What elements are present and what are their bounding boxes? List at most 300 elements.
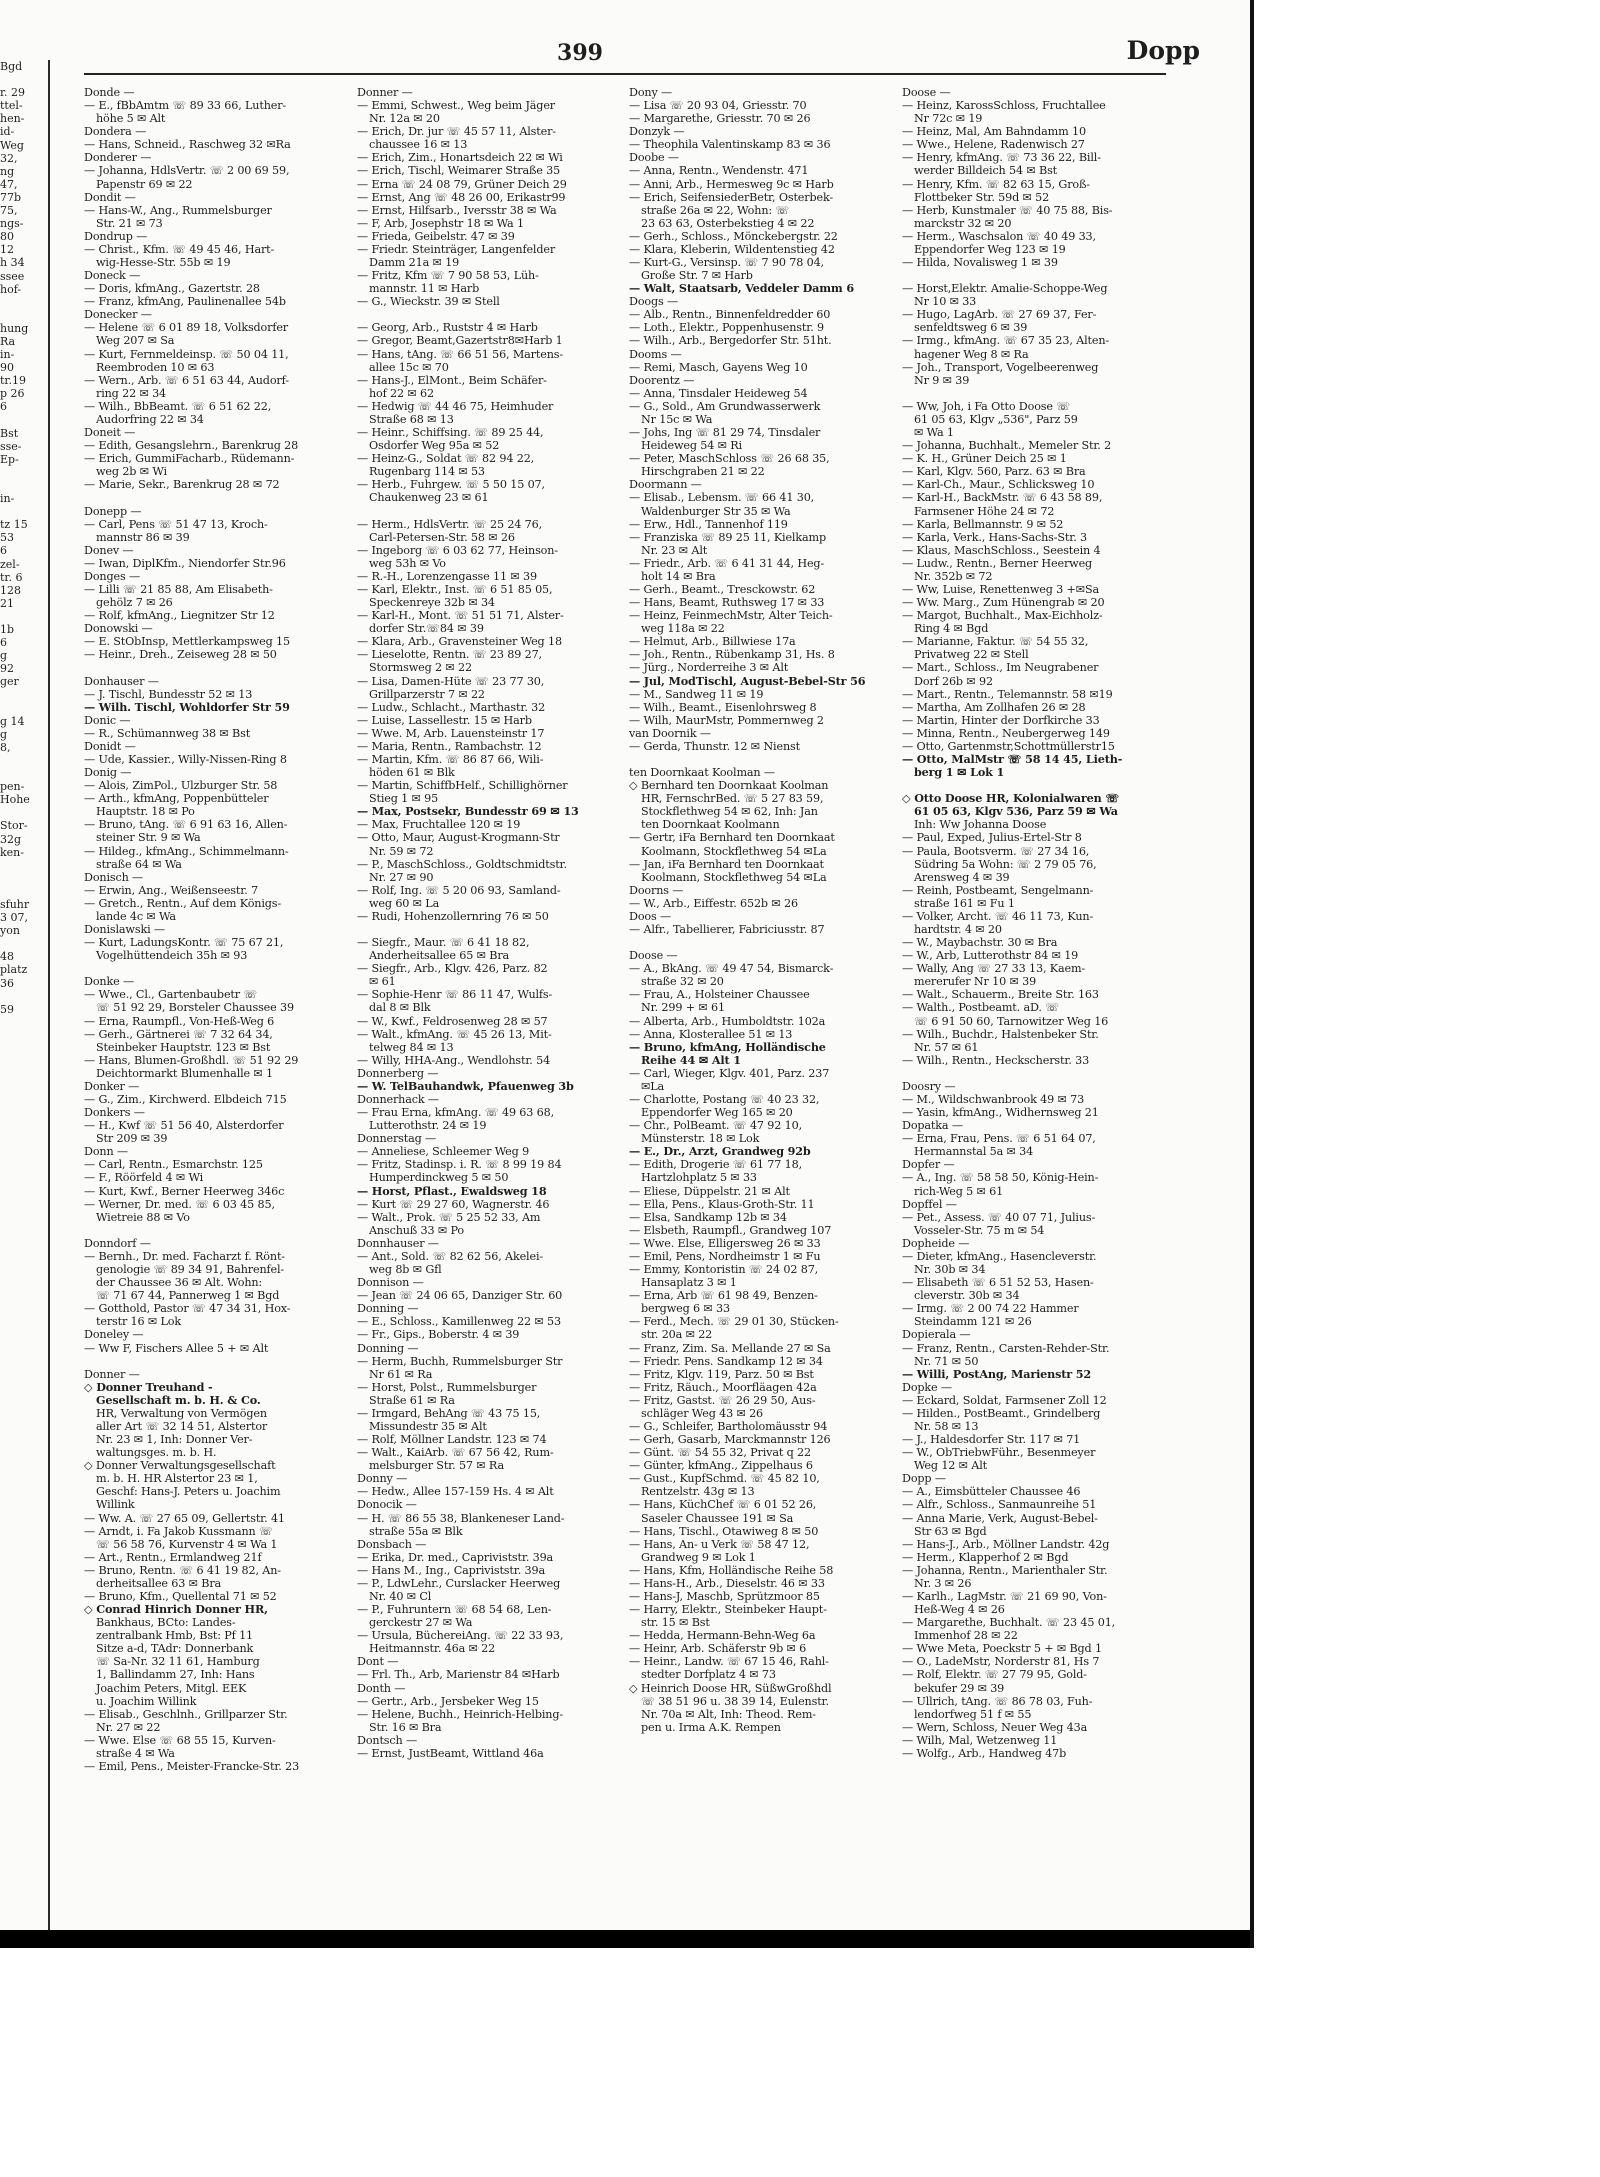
- surname-heading: Dony —: [629, 86, 673, 99]
- surname-heading: Doorentz —: [629, 373, 695, 387]
- directory-entry-line: — Lisa ☏ 20 93 04, Griesstr. 70: [629, 99, 807, 113]
- directory-entry-line: — Klaus, MaschSchloss., Seestein 4: [902, 543, 1101, 557]
- clipped-text-fragment: in-: [0, 492, 15, 506]
- directory-entry-line: — Anneliese, Schleemer Weg 9: [357, 1145, 530, 1159]
- directory-entry-line: [902, 387, 1164, 400]
- clipped-text-fragment: 90: [0, 361, 14, 375]
- directory-entry-line: — Mart., Schloss., Im Neugrabener: [902, 661, 1099, 675]
- directory-entry-line: straße 32 ✉ 20: [641, 975, 724, 989]
- clipped-text-fragment: 12: [0, 243, 14, 257]
- clipped-text-fragment: Weg: [0, 138, 24, 152]
- surname-heading: Donnerhack —: [357, 1093, 439, 1107]
- clipped-text-fragment: Ra: [0, 334, 16, 348]
- directory-entry-line: — Bernh., Dr. med. Facharzt f. Rönt-: [84, 1249, 285, 1263]
- directory-entry-line: — Friedr. Steinträger, Langenfelder: [357, 242, 556, 256]
- directory-entry-line: — Volker, Archt. ☏ 46 11 73, Kun-: [902, 909, 1094, 923]
- directory-entry-line: dal 8 ✉ Blk: [369, 1001, 431, 1015]
- directory-entry-line: — G., Sold., Am Grundwasserwerk: [629, 399, 821, 413]
- directory-entry-line: hof 22 ✉ 62: [369, 386, 434, 400]
- surname-heading: Donnerberg —: [357, 1066, 439, 1080]
- clipped-text-fragment: [0, 872, 46, 885]
- clipped-text-fragment: yon: [0, 924, 20, 938]
- directory-entry-line: — Carl, Pens ☏ 51 47 13, Kroch-: [84, 517, 268, 531]
- directory-entry-line: weg 2b ✉ Wi: [96, 465, 167, 479]
- directory-entry-line: — O., LadeMstr, Norderstr 81, Hs 7: [902, 1655, 1100, 1669]
- clipped-text-fragment: ng: [0, 164, 15, 178]
- directory-entry-line: — Ww, Luise, Renettenweg 3 +✉Sa: [902, 582, 1099, 596]
- directory-entry-line: — Kurt, Fernmeldeinsp. ☏ 50 04 11,: [84, 347, 289, 361]
- directory-entry-line: — Emil, Pens, Nordheimstr 1 ✉ Fu: [629, 1249, 821, 1263]
- directory-entry-line: — Henry, kfmAng. ☏ 73 36 22, Bill-: [902, 151, 1101, 165]
- directory-entry-line: — Anna Marie, Verk, August-Bebel-: [902, 1511, 1098, 1525]
- directory-entry-line: — Franz, Rentn., Carsten-Rehder-Str.: [902, 1341, 1110, 1355]
- directory-entry-line: ☏ 56 58 76, Kurvenstr 4 ✉ Wa 1: [96, 1537, 278, 1551]
- surname-heading: Donzyk —: [629, 125, 685, 139]
- directory-entry-line: — Horst, Pflast., Ewaldsweg 18: [357, 1184, 547, 1198]
- surname-heading: Doobe —: [629, 151, 679, 165]
- clipped-text-fragment: id-: [0, 125, 15, 139]
- directory-entry-line: Audorfring 22 ✉ 34: [96, 412, 204, 426]
- directory-entry-line: Str. 21 ✉ 73: [96, 216, 163, 230]
- directory-entry-line: — Marie, Sekr., Barenkrug 28 ✉ 72: [84, 478, 280, 492]
- clipped-text-fragment: hof-: [0, 282, 22, 296]
- directory-entry-line: — Gregor, Beamt,Gazertstr8✉Harb 1: [357, 334, 563, 348]
- directory-entry-line: — Herm., Klapperhof 2 ✉ Bgd: [902, 1550, 1069, 1564]
- clipped-text-fragment: p 26: [0, 387, 25, 401]
- directory-entry-line: — Karla, Bellmannstr. 9 ✉ 52: [902, 517, 1064, 531]
- directory-entry-line: straße 64 ✉ Wa: [96, 857, 182, 871]
- directory-entry-line: — Herm, Buchh, Rummelsburger Str: [357, 1354, 563, 1368]
- clipped-text-fragment: 36: [0, 976, 14, 990]
- directory-entry-line: — Emmy, Kontoristin ☏ 24 02 87,: [629, 1263, 819, 1277]
- directory-entry-line: — Margot, Buchhalt., Max-Eichholz-: [902, 609, 1103, 623]
- surname-heading: Donev —: [84, 543, 134, 557]
- directory-entry-line: — Arth., kfmAng, Poppenbütteler: [84, 792, 269, 806]
- directory-entry-line: Heitmannstr. 46a ✉ 22: [369, 1642, 496, 1656]
- surname-heading: Dopffel —: [902, 1197, 957, 1211]
- directory-entry-line: — Gertr., Arb., Jersbeker Weg 15: [357, 1694, 539, 1708]
- directory-entry-line: genologie ☏ 89 34 91, Bahrenfel-: [96, 1263, 285, 1277]
- directory-entry-line: — Irmgard, BehAng ☏ 43 75 15,: [357, 1406, 541, 1420]
- directory-entry-line: — Heinz, Mal, Am Bahndamm 10: [902, 125, 1086, 139]
- directory-entry-line: Nr 10 ✉ 33: [914, 295, 977, 309]
- directory-entry-line: — Herb., Fuhrgew. ☏ 5 50 15 07,: [357, 478, 545, 492]
- directory-entry-line: [902, 269, 1164, 282]
- directory-entry-line: u. Joachim Willink: [96, 1694, 197, 1708]
- directory-entry-line: — Erna, Frau, Pens. ☏ 6 51 64 07,: [902, 1132, 1096, 1146]
- directory-entry-line: Arensweg 4 ✉ 39: [914, 870, 1010, 884]
- clipped-text-fragment: r. 29: [0, 86, 26, 100]
- clipped-text-fragment: 48: [0, 950, 14, 964]
- directory-entry-line: Deichtormarkt Blumenhalle ✉ 1: [96, 1066, 274, 1080]
- directory-entry-line: — Günter, kfmAng., Zippelhaus 6: [629, 1459, 813, 1473]
- directory-entry-line: — Pet., Assess. ☏ 40 07 71, Julius-: [902, 1210, 1096, 1224]
- clipped-text-fragment: platz: [0, 963, 28, 977]
- directory-entry-line: Osdorfer Weg 95a ✉ 52: [369, 439, 500, 453]
- directory-entry-line: — Hedw., Allee 157-159 Hs. 4 ✉ Alt: [357, 1485, 554, 1499]
- surname-heading: Doogs —: [629, 295, 679, 309]
- directory-entry-line: — Otto, Gartenmstr,Schottmüllerstr15: [902, 739, 1115, 753]
- directory-entry-line: — Gerh., Gärtnerei ☏ 7 32 64 34,: [84, 1027, 273, 1041]
- directory-entry-line: Inh: Ww Johanna Doose: [914, 818, 1047, 832]
- directory-entry-line: — Bruno, Rentn. ☏ 6 41 19 82, An-: [84, 1563, 281, 1577]
- directory-entry-line: — Margarethe, Griesstr. 70 ✉ 26: [629, 112, 811, 126]
- directory-entry-line: Nr 15c ✉ Wa: [641, 412, 713, 426]
- directory-entry-line: — Hugo, LagArb. ☏ 27 69 37, Fer-: [902, 308, 1097, 322]
- clipped-text-fragment: g 14: [0, 714, 25, 728]
- surname-heading: Donislawski —: [84, 923, 165, 936]
- surname-heading: Donges —: [84, 569, 140, 583]
- clipped-text-fragment: tz 15: [0, 518, 28, 532]
- directory-entry-line: — Siegfr., Arb., Klgv. 426, Parz. 82: [357, 962, 548, 976]
- directory-entry-line: Speckenreye 32b ✉ 34: [369, 596, 495, 610]
- surname-heading: Doos —: [629, 909, 672, 923]
- directory-entry-line: Nr. 71 ✉ 50: [914, 1354, 979, 1368]
- directory-entry-line: — A., BkAng. ☏ 49 47 54, Bismarck-: [629, 962, 834, 976]
- directory-entry-line: — Ludw., Rentn., Berner Heerweg: [902, 556, 1093, 570]
- directory-entry-line: — Wilh., Beamt., Eisenlohrsweg 8: [629, 700, 817, 714]
- directory-entry-line: Koolmann, Stockflethweg 54 ✉La: [641, 844, 827, 858]
- directory-entry-line: — Klara, Arb., Gravensteiner Weg 18: [357, 635, 562, 649]
- clipped-text-fragment: ngs-: [0, 217, 24, 231]
- surname-heading: Doose —: [629, 949, 678, 963]
- directory-entry-line: [902, 1067, 1164, 1080]
- surname-heading: Donhauser —: [84, 674, 159, 688]
- directory-entry-line: — Jan, iFa Bernhard ten Doornkaat: [629, 857, 824, 871]
- directory-entry-line: Str 63 ✉ Bgd: [914, 1524, 987, 1538]
- surname-heading: Donidt —: [84, 739, 136, 753]
- clipped-text-fragment: [0, 859, 46, 872]
- directory-entry-line: — Hans-J, Maschb, Sprützmoor 85: [629, 1589, 820, 1603]
- directory-entry-line: m. b. H. HR Alstertor 23 ✉ 1,: [96, 1472, 258, 1486]
- surname-heading: Doormann —: [629, 478, 702, 492]
- surname-heading: Donsbach —: [357, 1537, 427, 1551]
- directory-entry-line: — Wwe. M, Arb. Lauensteinstr 17: [357, 726, 545, 740]
- surname-heading: Doose —: [902, 86, 951, 99]
- directory-entry-line: — W., Arb, Lutterothstr 84 ✉ 19: [902, 949, 1079, 963]
- directory-entry-line: — Luise, Lassellestr. 15 ✉ Harb: [357, 713, 532, 727]
- directory-entry-line: — Wilh., Buchdr., Halstenbeker Str.: [902, 1027, 1099, 1041]
- directory-entry-line: Steindamm 121 ✉ 26: [914, 1315, 1032, 1329]
- directory-entry-line: ☏ 71 67 44, Pannerweg 1 ✉ Bgd: [96, 1289, 280, 1303]
- directory-entry-line: — Herm., HdlsVertr. ☏ 25 24 76,: [357, 517, 542, 531]
- directory-entry-line: — Siegfr., Maur. ☏ 6 41 18 82,: [357, 936, 530, 950]
- directory-entry-line: — Walt., Prok. ☏ 5 25 52 33, Am: [357, 1210, 541, 1224]
- directory-entry-line: — R., Schümannweg 38 ✉ Bst: [84, 726, 251, 740]
- clipped-text-fragment: [0, 296, 46, 309]
- directory-entry-line: — Johanna, Rentn., Marienthaler Str.: [902, 1563, 1108, 1577]
- directory-entry-line: — Erich, GummiFacharb., Rüdemann-: [84, 452, 295, 466]
- directory-entry-line: — Irmg., kfmAng. ☏ 67 35 23, Alten-: [902, 334, 1110, 348]
- surname-heading: Donisch —: [84, 870, 144, 884]
- directory-entry-line: Missundestr 35 ✉ Alt: [369, 1419, 487, 1433]
- directory-entry-line: — Hilda, Novalisweg 1 ✉ 39: [902, 256, 1058, 270]
- surname-heading: Donepp —: [84, 504, 142, 518]
- directory-entry-line: — Herb, Kunstmaler ☏ 40 75 88, Bis-: [902, 203, 1113, 217]
- surname-heading: Donnison —: [357, 1276, 424, 1290]
- directory-entry-line: — Doris, kfmAng., Gazertstr. 28: [84, 282, 260, 296]
- directory-entry-line: — Bruno, kfmAng, Holländische: [629, 1040, 826, 1054]
- directory-entry-line: [357, 505, 619, 518]
- surname-heading: Donig —: [84, 766, 132, 780]
- directory-entry-line: hardtstr. 4 ✉ 20: [914, 923, 1002, 936]
- directory-entry-line: mererufer Nr 10 ✉ 39: [914, 975, 1037, 989]
- directory-entry-line: — Hans, An- u Verk ☏ 58 47 12,: [629, 1537, 810, 1551]
- directory-entry-line: Vosseler-Str. 75 m ✉ 54: [914, 1223, 1045, 1237]
- directory-entry-line: ◇ Donner Verwaltungsgesellschaft: [84, 1459, 276, 1473]
- directory-entry-line: Große Str. 7 ✉ Harb: [641, 269, 753, 283]
- directory-entry-line: — Ww. Marg., Zum Hünengrab ✉ 20: [902, 596, 1105, 610]
- surname-heading: Dondera —: [84, 125, 147, 139]
- surname-heading: Donner —: [84, 1367, 140, 1381]
- directory-entry-line: — Gerda, Thunstr. 12 ✉ Nienst: [629, 739, 800, 753]
- directory-entry-line: — Alberta, Arb., Humboldtstr. 102a: [629, 1014, 826, 1028]
- directory-entry-line: [84, 491, 346, 504]
- directory-entry-line: — A., Eimsbütteler Chaussee 46: [902, 1485, 1081, 1499]
- directory-entry-line: Bankhaus, BCto: Landes-: [96, 1616, 236, 1630]
- directory-entry-line: Nr. 3 ✉ 26: [914, 1576, 972, 1590]
- directory-entry-line: — Kurt, LadungsKontr. ☏ 75 67 21,: [84, 936, 284, 950]
- directory-entry-line: — Alfr., Schloss., Sanmaunreihe 51: [902, 1498, 1097, 1512]
- directory-entry-line: mannstr. 11 ✉ Harb: [369, 282, 480, 296]
- surname-heading: Donndorf —: [84, 1236, 151, 1250]
- directory-entry-line: — P., LdwLehr., Curslacker Heerweg: [357, 1576, 561, 1590]
- directory-entry-line: — Eckard, Soldat, Farmsener Zoll 12: [902, 1393, 1107, 1407]
- directory-entry-line: — Carl, Rentn., Esmarchstr. 125: [84, 1158, 263, 1172]
- directory-entry-line: ◇ Donner Treuhand -: [84, 1380, 213, 1394]
- directory-entry-line: ☏ 6 91 50 60, Tarnowitzer Weg 16: [914, 1014, 1109, 1028]
- clipped-text-fragment: 128: [0, 583, 21, 597]
- directory-entry-line: — Hilden., PostBeamt., Grindelberg: [902, 1406, 1101, 1420]
- directory-entry-line: — Friedr. Pens. Sandkamp 12 ✉ 34: [629, 1354, 823, 1368]
- directory-entry-line: — Edith, Drogerie ☏ 61 77 18,: [629, 1158, 802, 1172]
- clipped-text-fragment: tr.19: [0, 374, 26, 388]
- surname-heading: Dopatka —: [902, 1119, 963, 1133]
- directory-entry-line: höden 61 ✉ Blk: [369, 766, 455, 780]
- clipped-text-fragment: 53: [0, 531, 14, 545]
- directory-entry-line: Hermannstal 5a ✉ 34: [914, 1145, 1034, 1159]
- directory-entry-line: Stieg 1 ✉ 95: [369, 792, 439, 806]
- clipped-text-fragment: g: [0, 649, 8, 663]
- directory-entry-line: — Walt., KaiArb. ☏ 67 56 42, Rum-: [357, 1446, 554, 1460]
- directory-entry-line: ☏ 51 92 29, Borsteler Chaussee 39: [96, 1001, 294, 1015]
- clipped-text-fragment: [0, 610, 46, 623]
- directory-entry-line: — Mart., Rentn., Telemannstr. 58 ✉19: [902, 687, 1113, 701]
- directory-entry-line: Immenhof 28 ✉ 22: [914, 1629, 1018, 1643]
- directory-entry-line: str. 15 ✉ Bst: [641, 1616, 710, 1630]
- directory-entry-line: — Max, Postsekr, Bundesstr 69 ✉ 13: [357, 805, 579, 819]
- directory-entry-line: — Ernst, Hilfsarb., Iversstr 38 ✉ Wa: [357, 203, 557, 217]
- directory-entry-line: — Alb., Rentn., Binnenfeldredder 60: [629, 308, 831, 322]
- directory-entry-line: Flottbeker Str. 59d ✉ 52: [914, 190, 1050, 204]
- directory-entry-line: — Bruno, tAng. ☏ 6 91 63 16, Allen-: [84, 818, 288, 832]
- directory-entry-line: — Wern., Arb. ☏ 6 51 63 44, Audorf-: [84, 373, 289, 387]
- clipped-text-fragment: 8,: [0, 740, 11, 754]
- directory-entry-line: ☏ 38 51 96 u. 38 39 14, Eulenstr.: [641, 1694, 829, 1708]
- directory-entry-line: — Iwan, DiplKfm., Niendorfer Str.96: [84, 556, 286, 570]
- directory-entry-line: weg 118a ✉ 22: [641, 622, 725, 636]
- directory-entry-line: Nr 9 ✉ 39: [914, 373, 970, 387]
- directory-entry-line: wig-Hesse-Str. 55b ✉ 19: [96, 256, 231, 270]
- directory-entry-line: — Erna, Arb ☏ 61 98 49, Benzen-: [629, 1289, 818, 1303]
- clipped-text-fragment: [0, 73, 46, 86]
- directory-entry-line: — Erich, Dr. jur ☏ 45 57 11, Alster-: [357, 125, 556, 139]
- directory-entry-line: — E., Dr., Arzt, Grandweg 92b: [629, 1145, 811, 1159]
- directory-entry-line: — Ant., Sold. ☏ 82 62 56, Akelei-: [357, 1249, 544, 1263]
- directory-entry-line: — Wilh. Tischl, Wohldorfer Str 59: [84, 700, 290, 714]
- clipped-text-fragment: tr. 6: [0, 570, 23, 584]
- directory-entry-line: Str. 16 ✉ Bra: [369, 1720, 442, 1734]
- clipped-text-fragment: Stor-: [0, 819, 28, 833]
- surname-heading: Donn —: [84, 1145, 128, 1159]
- directory-entry-line: — Remi, Masch, Gayens Weg 10: [629, 360, 808, 374]
- column-divider: [48, 60, 50, 1940]
- clipped-text-fragment: [0, 466, 46, 479]
- directory-entry-line: — Walt., kfmAng. ☏ 45 26 13, Mit-: [357, 1027, 552, 1041]
- surname-heading: van Doornik —: [629, 726, 711, 740]
- directory-column-4: [902, 86, 1164, 1936]
- surname-heading: Donth —: [357, 1681, 406, 1695]
- left-neighbour-column-fragment: [0, 60, 46, 1940]
- directory-entry-line: [902, 779, 1164, 792]
- directory-entry-line: [84, 661, 346, 674]
- directory-entry-line: — Ursula, BüchereiAng. ☏ 22 33 93,: [357, 1629, 564, 1643]
- running-head: Dopp: [1126, 36, 1200, 65]
- directory-entry-line: — Horst, Polst., Rummelsburger: [357, 1380, 537, 1394]
- directory-entry-line: 61 05 63, Klgv „536", Parz 59: [914, 412, 1078, 426]
- clipped-text-fragment: zel-: [0, 557, 20, 571]
- directory-entry-line: — Wwe. Else, Elligersweg 26 ✉ 33: [629, 1236, 821, 1250]
- directory-entry-line: — Helene ☏ 6 01 89 18, Volksdorfer: [84, 321, 288, 335]
- surname-heading: Donderer —: [84, 151, 152, 165]
- surname-heading: Donowski —: [84, 622, 153, 636]
- scan-border-bottom: [0, 1930, 1254, 1948]
- directory-entry-line: holt 14 ✉ Bra: [641, 569, 716, 583]
- directory-entry-line: Nr. 352b ✉ 72: [914, 569, 993, 583]
- directory-entry-line: — Erwin, Ang., Weißenseestr. 7: [84, 883, 258, 897]
- directory-entry-line: — Karl-Ch., Maur., Schlicksweg 10: [902, 478, 1095, 492]
- directory-entry-line: — Wern, Schloss, Neuer Weg 43a: [902, 1720, 1088, 1734]
- directory-entry-line: — E. StObInsp, Mettlerkampsweg 15: [84, 635, 290, 649]
- directory-entry-line: — Gerh., Schloss., Mönckebergstr. 22: [629, 229, 838, 243]
- directory-entry-line: — Art., Rentn., Ermlandweg 21f: [84, 1550, 262, 1564]
- directory-entry-line: — Ernst, Ang ☏ 48 26 00, Erikastr99: [357, 190, 566, 204]
- directory-entry-line: derheitsallee 63 ✉ Bra: [96, 1576, 222, 1590]
- directory-entry-line: berg 1 ✉ Lok 1: [914, 766, 1005, 780]
- directory-entry-line: — Dieter, kfmAng., Hasencleverstr.: [902, 1249, 1097, 1263]
- directory-entry-line: — Emil, Pens., Meister-Francke-Str. 23: [84, 1760, 300, 1773]
- directory-entry-line: — Rudi, Hohenzollernring 76 ✉ 50: [357, 909, 549, 923]
- directory-entry-line: — W., ObTriebwFühr., Besenmeyer: [902, 1446, 1096, 1460]
- directory-entry-line: — Joh., Transport, Vogelbeerenweg: [902, 360, 1099, 374]
- directory-entry-line: — H. ☏ 86 55 38, Blankeneser Land-: [357, 1511, 565, 1525]
- directory-entry-line: [629, 753, 891, 766]
- directory-entry-line: — Elisabeth ☏ 6 51 52 53, Hasen-: [902, 1276, 1094, 1290]
- directory-entry-line: — Karlh., LagMstr. ☏ 21 69 90, Von-: [902, 1589, 1107, 1603]
- directory-entry-line: — Fritz, Kfm ☏ 7 90 58 53, Lüh-: [357, 269, 539, 283]
- directory-entry-line: waltungsges. m. b. H.: [96, 1446, 217, 1460]
- directory-entry-line: — Hans, Blumen-Großhdl. ☏ 51 92 29: [84, 1053, 299, 1067]
- directory-entry-line: — Günt. ☏ 54 55 32, Privat q 22: [629, 1446, 811, 1460]
- directory-entry-line: — P., MaschSchloss., Goldtschmidtstr.: [357, 857, 567, 871]
- directory-entry-line: — Gerh., Beamt., Tresckowstr. 62: [629, 582, 816, 596]
- directory-entry-line: — Rolf, Elektr. ☏ 27 79 95, Gold-: [902, 1668, 1087, 1682]
- surname-heading: Dont —: [357, 1655, 399, 1669]
- directory-entry-line: Lutterothstr. 24 ✉ 19: [369, 1119, 487, 1133]
- directory-entry-line: höhe 5 ✉ Alt: [96, 112, 166, 126]
- surname-heading: Dopp —: [902, 1472, 946, 1486]
- directory-entry-line: — Frieda, Geibelstr. 47 ✉ 39: [357, 229, 515, 243]
- clipped-text-fragment: [0, 309, 46, 322]
- directory-entry-line: — J., Haldesdorfer Str. 117 ✉ 71: [902, 1433, 1081, 1447]
- directory-entry-line: Rugenbarg 114 ✉ 53: [369, 465, 485, 479]
- directory-entry-line: — Anna, Tinsdaler Heideweg 54: [629, 386, 808, 400]
- directory-entry-line: — Walt., Schauerm., Breite Str. 163: [902, 988, 1099, 1002]
- directory-entry-line: Dorf 26b ✉ 92: [914, 674, 993, 688]
- surname-heading: Dopierala —: [902, 1328, 971, 1342]
- directory-entry-line: Geschf: Hans-J. Peters u. Joachim: [96, 1485, 281, 1499]
- clipped-text-fragment: [0, 414, 46, 427]
- clipped-text-fragment: Bgd: [0, 60, 23, 73]
- directory-entry-line: — J. Tischl, Bundesstr 52 ✉ 13: [84, 687, 253, 701]
- directory-entry-line: — Ernst, JustBeamt, Wittland 46a: [357, 1746, 544, 1760]
- directory-entry-line: str. 20a ✉ 22: [641, 1328, 713, 1342]
- directory-entry-line: — Wilh., Arb., Bergedorfer Str. 51ht.: [629, 334, 832, 348]
- directory-entry-line: — Kurt-G., Versinsp. ☏ 7 90 78 04,: [629, 256, 824, 270]
- directory-entry-line: — E., Schloss., Kamillenweg 22 ✉ 53: [357, 1315, 561, 1329]
- directory-entry-line: Papenstr 69 ✉ 22: [96, 177, 193, 191]
- directory-entry-line: — Erna ☏ 24 08 79, Grüner Deich 29: [357, 177, 567, 191]
- directory-entry-line: — W., Kwf., Feldrosenweg 28 ✉ 57: [357, 1014, 548, 1028]
- directory-entry-line: — Ferd., Mech. ☏ 29 01 30, Stücken-: [629, 1315, 839, 1329]
- surname-heading: Donocik —: [357, 1498, 417, 1512]
- directory-entry-line: — Wally, Ang ☏ 27 33 13, Kaem-: [902, 962, 1086, 976]
- directory-entry-line: cleverstr. 30b ✉ 34: [914, 1289, 1020, 1303]
- directory-entry-line: schläger Weg 43 ✉ 26: [641, 1406, 764, 1420]
- directory-entry-line: Nr. 23 ✉ 1, Inh: Donner Ver-: [96, 1433, 253, 1447]
- directory-entry-line: ✉ 61: [369, 975, 396, 989]
- directory-entry-line: — Kurt, Kwf., Berner Heerweg 346c: [84, 1184, 285, 1198]
- directory-entry-line: — Friedr., Arb. ☏ 6 41 31 44, Heg-: [629, 556, 825, 570]
- directory-entry-line: — Hans-W., Ang., Rummelsburger: [84, 203, 272, 217]
- directory-entry-line: — Willy, HHA-Ang., Wendlohstr. 54: [357, 1053, 551, 1067]
- directory-entry-line: Anschuß 33 ✉ Po: [369, 1223, 465, 1237]
- directory-entry-line: Privatweg 22 ✉ Stell: [914, 648, 1029, 662]
- clipped-text-fragment: 3 07,: [0, 911, 28, 925]
- surname-heading: Doorns —: [629, 883, 684, 897]
- directory-entry-line: Nr. 59 ✉ 72: [369, 844, 434, 858]
- clipped-text-fragment: ger: [0, 675, 19, 689]
- directory-entry-line: — P., Fuhruntern ☏ 68 54 68, Len-: [357, 1603, 552, 1617]
- directory-entry-line: Südring 5a Wohn: ☏ 2 79 05 76,: [914, 857, 1097, 871]
- directory-entry-line: — Hedwig ☏ 44 46 75, Heimhuder: [357, 399, 554, 413]
- directory-entry-line: — Wwe. Else ☏ 68 55 15, Kurven-: [84, 1733, 276, 1747]
- directory-entry-line: — Otto, Maur, August-Krogmann-Str: [357, 831, 560, 845]
- clipped-text-fragment: g: [0, 727, 8, 741]
- clipped-text-fragment: 92: [0, 662, 14, 676]
- directory-entry-line: — Helene, Buchh., Heinrich-Helbing-: [357, 1707, 563, 1721]
- directory-entry-line: Ring 4 ✉ Bgd: [914, 622, 989, 636]
- clipped-text-fragment: ken-: [0, 845, 24, 859]
- directory-entry-line: Grillparzerstr 7 ✉ 22: [369, 687, 485, 701]
- directory-entry-line: — Heinr., Schiffsing. ☏ 89 25 44,: [357, 426, 544, 440]
- directory-entry-line: Nr. 30b ✉ 34: [914, 1263, 986, 1277]
- surname-heading: Donnerstag —: [357, 1132, 437, 1146]
- directory-entry-line: — Anna, Rentn., Wendenstr. 471: [629, 164, 809, 178]
- directory-entry-line: zentralbank Hmb, Bst: Pf 11: [96, 1629, 254, 1643]
- surname-heading: Donecker —: [84, 308, 152, 322]
- clipped-text-fragment: 6: [0, 400, 7, 414]
